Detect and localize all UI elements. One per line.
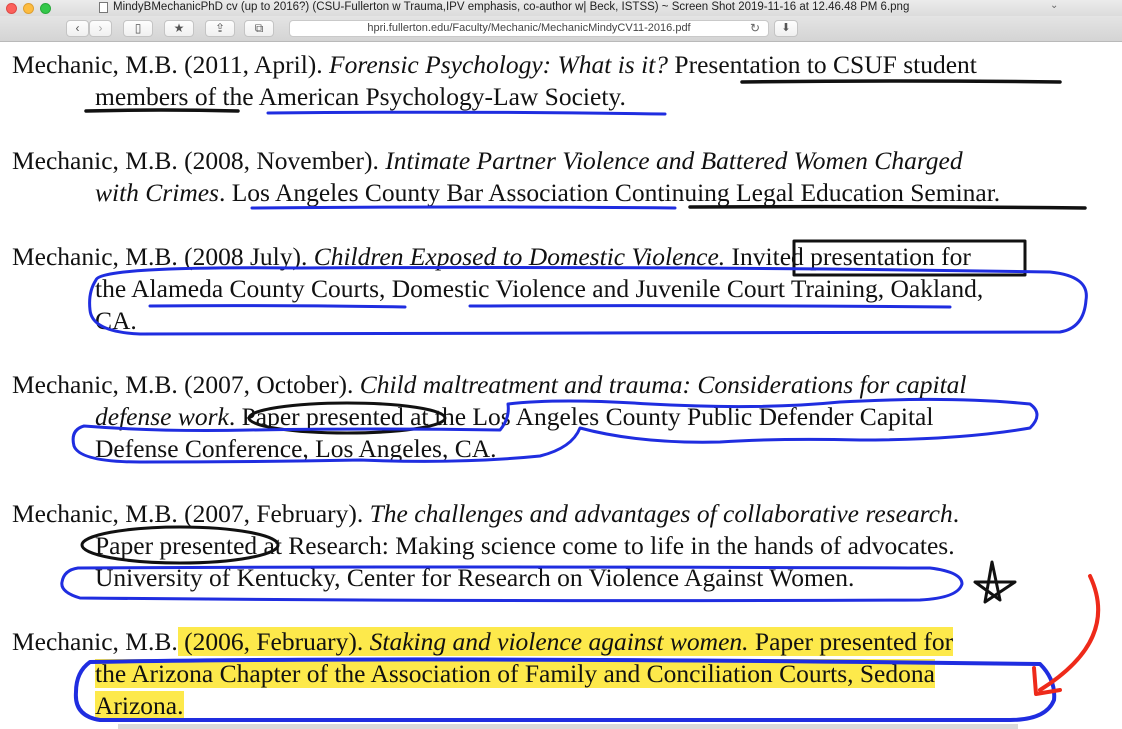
entry-4-line-2: defense work. Paper presented at the Los Angeles County Public Defender Capital [95,402,934,431]
entry-6-line-3 [95,691,184,721]
window-title-bar [0,0,1122,16]
highlight: (2006, February). Staking and violence against women. Paper presented for [177,627,954,656]
entry-3-line-1: Mechanic, M.B. (2008 July). Children Exposed to Domestic Violence. Invited presentation for [12,242,971,271]
browser-toolbar [0,16,1122,42]
entry-2-line-1: Mechanic, M.B. (2008, November). Intimate Partner Violence and Battered Women Charged [12,146,963,175]
document-icon [99,2,108,13]
reload-icon[interactable]: ↻ [749,21,760,35]
minimize-window-button[interactable] [23,3,34,14]
address-url: hpri.fullerton.edu/Faculty/Mechanic/MechanicMindyCV11-2016.pdf [367,22,691,34]
entry-1-line-2: members of the American Psychology-Law Society. [95,82,626,111]
address-bar[interactable] [289,20,769,37]
tabs-icon[interactable]: ⧉ [244,20,274,37]
downloads-icon[interactable]: ⬇ [774,20,798,37]
entry-3-line-2: the Alameda County Courts, Domestic Violence and Juvenile Court Training, Oakland, [95,274,984,303]
highlight: Arizona. [95,691,184,720]
entry-5-line-2: Paper presented at Research: Making science come to life in the hands of advocates. [95,531,955,560]
entry-6-line-2 [95,659,935,689]
entry-5-line-1: Mechanic, M.B. (2007, February). The challenges and advantages of collaborative research. [12,499,960,528]
scrollbar[interactable] [118,724,1018,729]
window-title: MindyBMechanicPhD cv (up to 2016?) (CSU-Fullerton w Trauma,IPV emphasis, co-author w| Beck, ISTSS) ~ Screen Shot 2019-11-16 at 12.46.48 PM 6.png [113,1,910,13]
entry-5-line-3: University of Kentucky, Center for Research on Violence Against Women. [95,563,855,592]
entry-6-line-1: Mechanic, M.B. (2006, February). Staking and violence against women. Paper presented for [12,627,954,656]
entry-3-line-3: CA. [95,306,137,335]
forward-button[interactable]: › [89,20,112,37]
entry-1-line-1: Mechanic, M.B. (2011, April). Forensic Psychology: What is it? Presentation to CSUF student [12,50,977,79]
close-window-button[interactable] [6,3,17,14]
pdf-document [0,42,1122,729]
bookmarks-icon[interactable]: ★ [164,20,194,37]
highlight: the Arizona Chapter of the Association of Family and Conciliation Courts, Sedona [95,659,935,688]
zoom-window-button[interactable] [40,3,51,14]
sidebar-icon[interactable]: ▯ [123,20,153,37]
back-button[interactable]: ‹ [66,20,89,37]
entry-4-line-1: Mechanic, M.B. (2007, October). Child maltreatment and trauma: Considerations for capital [12,370,967,399]
chevron-down-icon[interactable]: ⌄ [1050,0,1059,11]
entry-4-line-3: Defense Conference, Los Angeles, CA. [95,434,497,463]
share-icon[interactable]: ⇪ [205,20,235,37]
entry-2-line-2: with Crimes. Los Angeles County Bar Association Continuing Legal Education Seminar. [95,178,1001,207]
